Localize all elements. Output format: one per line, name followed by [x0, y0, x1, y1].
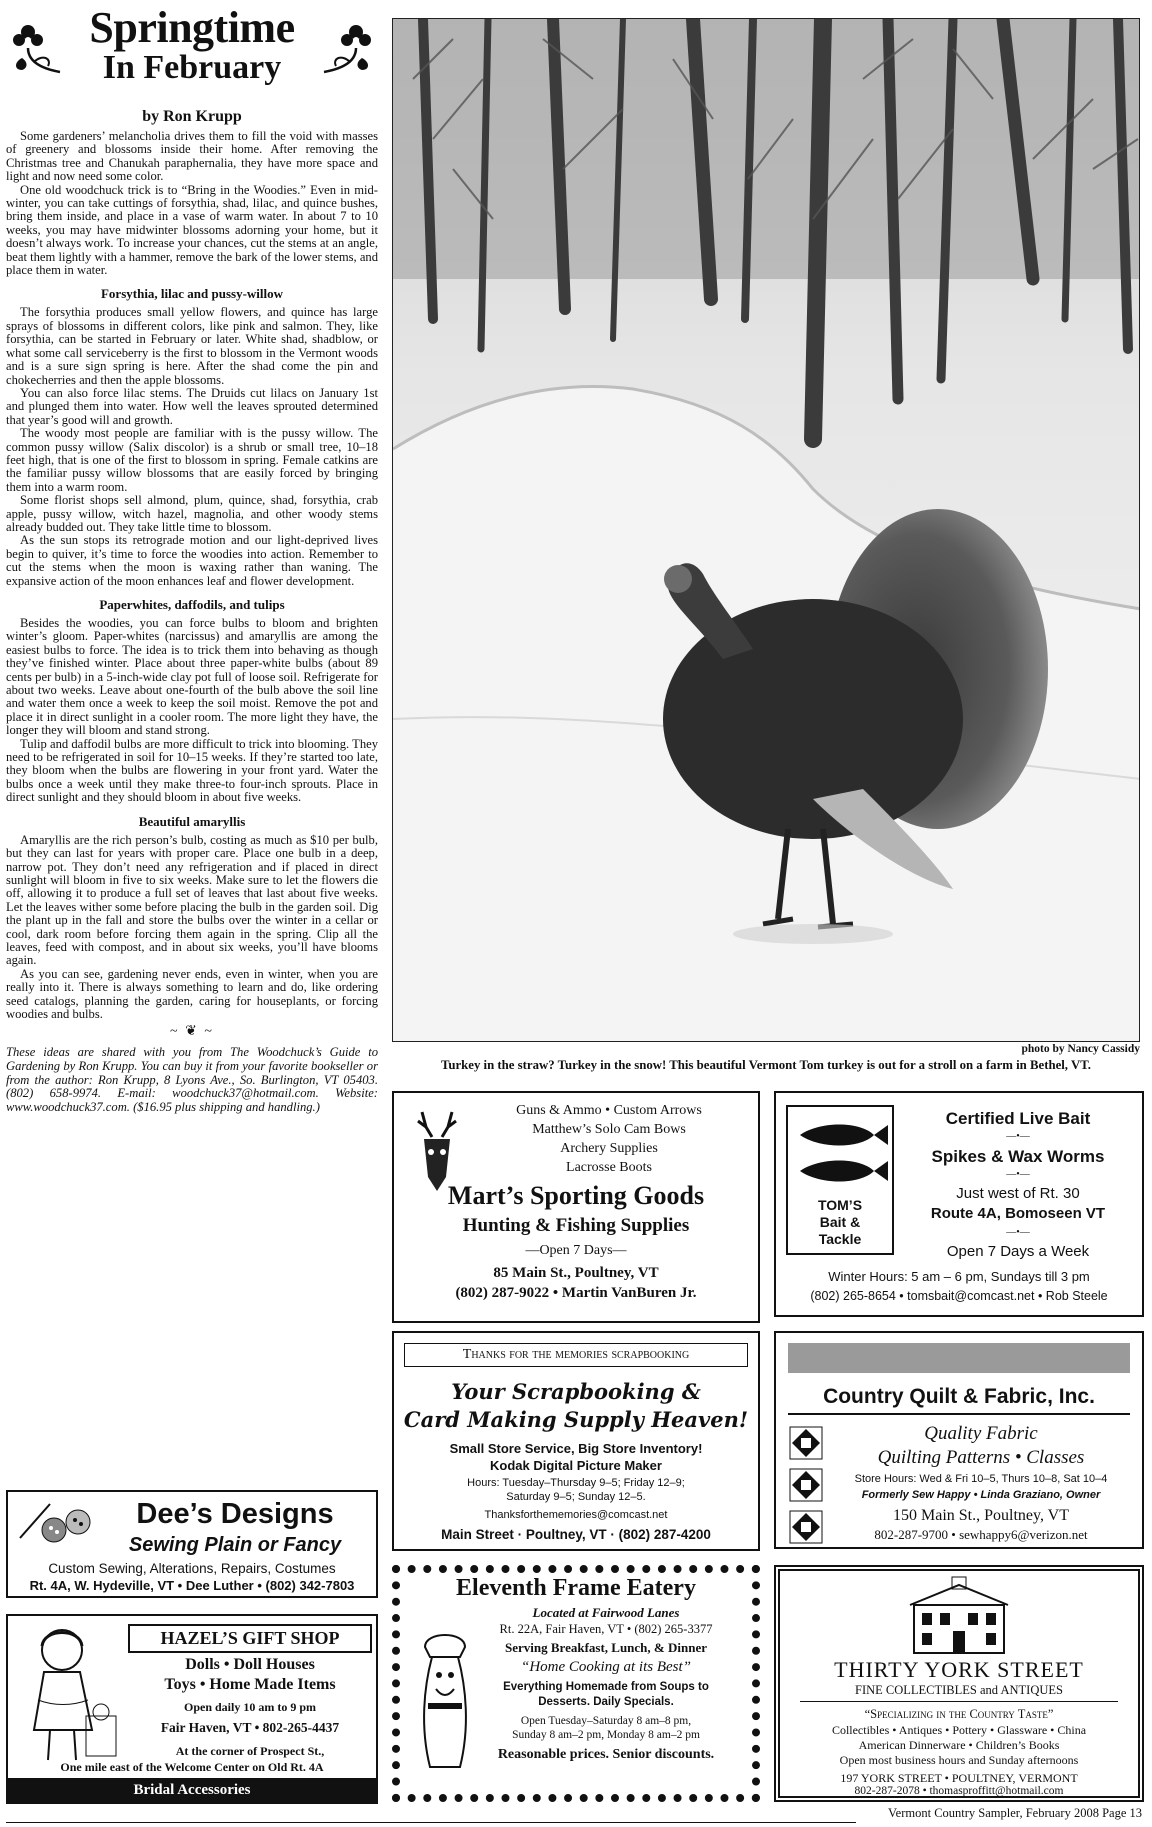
ad-toms-hours: Winter Hours: 5 am – 6 pm, Sundays till 3 pm — [828, 1269, 1090, 1284]
ad-marts-sporting-goods — [392, 1091, 760, 1323]
ad-toms-logo — [786, 1105, 894, 1255]
ad-eleventh-menu1: Everything Homemade from Soups to — [503, 1681, 709, 1693]
footer-rule — [6, 1822, 856, 1823]
ad-marts-address: 85 Main St., Poultney, VT — [493, 1265, 659, 1281]
ad-hazels-gift-shop — [6, 1614, 378, 1804]
paragraph: As you can see, gardening never ends, even in winter, when you are really into it. There is always something to learn and do, like ordering seed catalogs, planning the garden, caring for houseplants, or forcing woodies and bulbs. — [6, 966, 378, 1021]
ad-scrap-email: Thanksforthememories@comcast.net — [484, 1509, 668, 1521]
ad-scrapbooking — [392, 1331, 760, 1551]
ad-hazels-footer: Bridal Accessories — [8, 1778, 376, 1802]
ad-toms-loc2: Route 4A, Bomoseen VT — [930, 1205, 1106, 1222]
ad-quilt-contact: 802-287-9700 • sewhappy6@verizon.net — [874, 1527, 1088, 1542]
flower-ornament-icon — [314, 18, 376, 78]
ad-hazels-hours: Open daily 10 am to 9 pm — [183, 1700, 316, 1714]
ad-dees-sub: Sewing Plain or Fancy — [128, 1534, 342, 1556]
ad-scrap-hours1: Hours: Tuesday–Thursday 9–5; Friday 12–9; — [467, 1477, 685, 1489]
ad-eleventh-prices: Reasonable prices. Senior discounts. — [497, 1747, 715, 1762]
divider-ornament-icon: —•— — [1006, 1169, 1030, 1180]
ad-hazels-line2: Toys • Home Made Items — [164, 1676, 336, 1693]
section-heading: Forsythia, lilac and pussy-willow — [100, 286, 284, 302]
ad-quilt-rule — [788, 1413, 1130, 1415]
ad-eleventh-slogan: “Home Cooking at its Best” — [520, 1659, 691, 1675]
ad-marts-sub: Hunting & Fishing Supplies — [462, 1215, 690, 1236]
ad-york-slogan: “Specializing in the Country Taste” — [864, 1707, 1054, 1721]
divider-ornament-icon: ~ ❦ ~ — [170, 1024, 214, 1040]
doll-girl-icon — [14, 1620, 124, 1776]
ad-toms-line2: Spikes & Wax Worms — [931, 1147, 1105, 1166]
paragraph: You can also force lilac stems. The Druids cut lilacs on January 1st and plunged them into water. How well the leaves sprouted determined that year’s good will and growth. — [6, 385, 378, 427]
ad-dees-services: Custom Sewing, Alterations, Repairs, Costumes — [48, 1561, 336, 1576]
ad-eleventh-loc: Located at Fairwood Lanes — [532, 1605, 680, 1620]
page-footer: Vermont Country Sampler, February 2008 Page 13 — [888, 1806, 1142, 1820]
ad-scrap-head2: Card Making Supply Heaven! — [403, 1407, 749, 1432]
ad-quilt-owner: Formerly Sew Happy • Linda Graziano, Owner — [861, 1489, 1101, 1501]
ad-marts-item: Guns & Ammo • Custom Arrows — [516, 1103, 702, 1118]
ad-toms-logo3: Tackle — [818, 1231, 862, 1247]
house-icon — [904, 1575, 1014, 1657]
ad-marts-item: Archery Supplies — [560, 1141, 658, 1156]
ad-eleventh-hours1: Open Tuesday–Saturday 8 am–8 pm, — [520, 1715, 692, 1727]
article-body — [6, 130, 378, 1114]
ad-york-contact: 802-287-2078 • thomasproffitt@hotmail.com — [854, 1785, 1064, 1797]
ad-york-sub: FINE COLLECTIBLES and ANTIQUES — [855, 1683, 1063, 1697]
ad-york-name: THIRTY YORK STREET — [834, 1657, 1084, 1682]
ad-quilt-name: Country Quilt & Fabric, Inc. — [823, 1385, 1095, 1408]
ad-quilt-l2: Quilting Patterns • Classes — [877, 1447, 1085, 1468]
ad-quilt-address: 150 Main St., Poultney, VT — [892, 1507, 1069, 1524]
ad-toms-open: Open 7 Days a Week — [946, 1243, 1090, 1260]
ad-york-rule — [800, 1701, 1118, 1702]
section-heading: Paperwhites, daffodils, and tulips — [99, 597, 285, 612]
divider-ornament-icon: —•— — [1006, 1131, 1030, 1142]
ad-scrap-l1: Small Store Service, Big Store Inventory! — [449, 1441, 703, 1456]
article-column — [6, 6, 378, 1578]
article-title-block — [6, 6, 378, 100]
ad-toms-logo1: TOM’S — [817, 1197, 863, 1213]
ad-eleventh-address: Rt. 22A, Fair Haven, VT • (802) 265-3377 — [499, 1622, 713, 1636]
ad-dees-name: Dee’s Designs — [136, 1498, 334, 1530]
article-byline: by Ron Krupp — [142, 108, 242, 125]
divider-ornament-icon: —•— — [1006, 1227, 1030, 1238]
ad-thirty-york-street — [774, 1565, 1144, 1802]
ad-york-l2: American Dinnerware • Children’s Books — [858, 1738, 1060, 1752]
paragraph: Amaryllis are the rich person’s bulb, costing as much as $10 per bulb, but they can last for years with proper care. Place one bulb in a deep, narrow pot. They don’t need any refrigeration and if placed in direct sunlight will bloom in five to six weeks. Make sure to let the flowers die off, allowing it to produce a full set of leaves that last about five weeks. Let the leaves wither some before placing the bulb in the garden soil. Dig the plant up in the fall and store the bulbs over the winter in a cellar or cool, dark room before forcing them again in the spring. Clip all the leaves, feed with compost, and in about six weeks, you’ll have blooms again. — [6, 832, 378, 968]
ad-marts-item: Lacrosse Boots — [566, 1160, 652, 1175]
turkey-in-snow-image — [393, 19, 1140, 1042]
turkey-photo — [392, 18, 1140, 1042]
paragraph: The forsythia produces small yellow flowers, and quince has large sprays of blossoms in different colors, like pink and salmon. They, like forsythia, can be started in February or later. White shad, shadblow, or what some call serviceberry is the first to blossom in the Vermont woods and is a sure sign spring is here. After the shad come the pin and chokecherries and then the apple blossoms. — [6, 305, 378, 387]
ad-hazels-loc1: At the corner of Prospect St., — [175, 1744, 325, 1758]
paragraph: Some gardeners’ melancholia drives them to fill the void with masses of greenery and blossoms inside their home. After removing the Christmas tree and Chanukah paraphernalia, they have more space and light and now need some color. — [6, 129, 378, 184]
ad-hazels-line1: Dolls • Doll Houses — [185, 1656, 315, 1673]
ad-marts-phone: (802) 287-9022 • Martin VanBuren Jr. — [455, 1285, 697, 1301]
ad-york-l3: Open most business hours and Sunday afternoons — [839, 1753, 1079, 1767]
ad-quilt-l1: Quality Fabric — [924, 1423, 1038, 1444]
ad-scrap-address: Main Street · Poultney, VT · (802) 287-4200 — [441, 1527, 711, 1542]
paragraph: As the sun stops its retrograde motion and our light-deprived lives begin to quiver, it’s time to force the woodies into action. Remember to cut the stems when the moon is waxing rather than waning. The expansive action of the moon enhances leaf and flower development. — [6, 533, 378, 588]
article-title-line1: Springtime — [89, 6, 295, 52]
article-title-line2: In February — [102, 49, 282, 86]
ad-dees-address: Rt. 4A, W. Hydeville, VT • Dee Luther • (802) 342-7803 — [29, 1578, 355, 1593]
section-heading: Beautiful amaryllis — [138, 813, 246, 829]
ad-scrap-header: Thanks for the memories scrapbooking — [404, 1343, 748, 1367]
ad-eleventh-name: Eleventh Frame Eatery — [456, 1575, 696, 1601]
ad-toms-bait-tackle — [774, 1091, 1144, 1317]
ad-hazels-name: HAZEL’S GIFT SHOP — [128, 1624, 372, 1653]
ad-marts-name: Mart’s Sporting Goods — [447, 1181, 705, 1210]
ad-quilt-gray-band — [788, 1343, 1130, 1373]
ad-hazels-loc2: One mile east of the Welcome Center on Old Rt. 4A — [60, 1760, 324, 1774]
ad-toms-line1: Certified Live Bait — [945, 1109, 1091, 1128]
paragraph: Besides the woodies, you can force bulbs to bloom and brighten winter’s gloom. Paper-whites (narcissus) and amaryllis are among the easiest bulbs to force. The idea is to trick them into behaving as though they’ve finished winter. Place about three paper-white bulbs (about 89 cents per bulb) in a 5-inch-wide clay pot full of loose soil. Refrigerate for about two weeks. Leave about one-fourth of the bulb above the soil line and water them once a week to keep the soil moist. Remove the pot and place it in direct sunlight in a cooler room. The more light they have, the longer they will bloom and stand strong. — [6, 616, 378, 738]
flower-ornament-icon — [8, 18, 70, 78]
fish-icon — [790, 1113, 890, 1193]
ad-eleventh-hours2: Sunday 8 am–2 pm, Monday 8 am–2 pm — [512, 1729, 700, 1741]
paragraph: Some florist shops sell almond, plum, quince, shad, forsythia, crab apple, pussy willow, witch hazel, magnolia, and other woody stems already budded out. They take little time to blossom. — [6, 493, 378, 534]
ad-hazels-phone: Fair Haven, VT • 802-265-4437 — [160, 1720, 340, 1735]
quilt-block-icon — [788, 1425, 824, 1545]
ad-marts-item: Matthew’s Solo Cam Bows — [532, 1122, 686, 1137]
ad-eleventh-serving: Serving Breakfast, Lunch, & Dinner — [505, 1640, 707, 1655]
paragraph: Tulip and daffodil bulbs are more difficult to trick into blooming. They need to be refrigerated in soil for 10–15 weeks. If they’re started too late, they bloom when the bulbs are flowering in your front yard. Water the bulbs once a week until they make three-to four-inch sprouts. Place in direct sunlight and they should bloom in about five weeks. — [6, 736, 378, 805]
photo-credit: photo by Nancy Cassidy — [1021, 1043, 1140, 1055]
ad-country-quilt — [774, 1331, 1144, 1549]
ad-marts-open: —Open 7 Days— — [525, 1243, 627, 1258]
ad-scrap-head1: Your Scrapbooking & — [451, 1379, 701, 1404]
ad-york-address: 197 YORK STREET • POULTNEY, VERMONT — [840, 1771, 1078, 1785]
sewing-buttons-icon — [16, 1498, 96, 1558]
ad-eleventh-menu2: Desserts. Daily Specials. — [538, 1696, 674, 1708]
article-tagline: These ideas are shared with you from The Woodchuck’s Guide to Gardening by Ron Krupp. You can buy it from your favorite bookseller or from the author: Ron Krupp, 8 Lyons Ave., So. Burlington, VT 05403. (802) 658-9974. E-mail: woodchuck37@hotmail.com. Website: www.woodchuck37.com. ($16.95 plus shipping and handling.) — [6, 1045, 378, 1114]
paragraph: One old woodchuck trick is to “Bring in the Woodies.” Even in mid-winter, you can take cuttings of forsythia, shad, lilac, and quince bushes, bring them inside, and place in a vase of warm water. In about 7 to 10 weeks, you may have midwinter blossoms adorning your home, but it doesn’t always work. To increase your chances, cut the stems at an angle, beat them lightly with a hammer, remove the bark of the lower stems, and place them in water. — [6, 182, 378, 278]
ad-scrap-l2: Kodak Digital Picture Maker — [490, 1458, 662, 1473]
paragraph: The woody most people are familiar with is the pussy willow. The common pussy willow (Salix discolor) is a shrub or small tree, 10–18 feet high, that is one of the first to blossom in spring. Female catkins are the familiar pussy willow blossoms that are easily forced by bringing them into a warm room. — [6, 426, 378, 494]
ad-york-l1: Collectibles • Antiques • Pottery • Glassware • China — [831, 1723, 1087, 1737]
photo-caption: Turkey in the straw? Turkey in the snow! This beautiful Vermont Tom turkey is out for a stroll on a farm in Bethel, VT. — [441, 1058, 1091, 1072]
ad-eleventh-frame — [392, 1565, 760, 1802]
ad-toms-contact: (802) 265-8654 • tomsbait@comcast.net • Rob Steele — [810, 1289, 1108, 1303]
ad-toms-loc1: Just west of Rt. 30 — [956, 1185, 1080, 1202]
ad-scrap-hours2: Saturday 9–5; Sunday 12–5. — [506, 1491, 646, 1503]
ad-toms-logo2: Bait & — [819, 1214, 861, 1230]
ad-dees-designs — [6, 1490, 378, 1598]
ad-quilt-hours: Store Hours: Wed & Fri 10–5, Thurs 10–8, Sat 10–4 — [854, 1473, 1108, 1485]
